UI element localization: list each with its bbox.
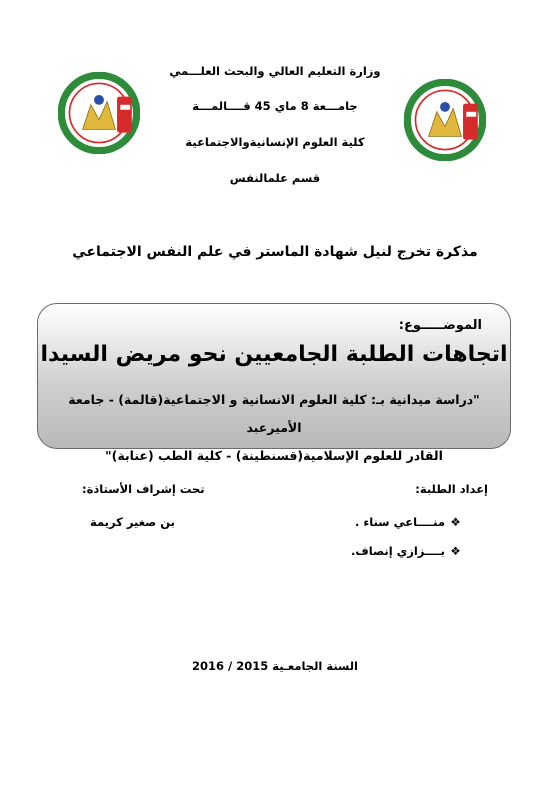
academic-year: السنة الجامعـية 2015 / 2016 <box>192 659 358 673</box>
faculty-name: كلية العلوم الإنسانيةوالاجتماعية <box>185 135 365 149</box>
student-item <box>351 544 462 558</box>
subtitle-line-1: "دراسة ميدانية بـ: كلية العلوم الانسانية و الاجتماعية(قالمة) - جامعة الأميرعبد <box>68 392 480 435</box>
university-emblem-icon <box>58 72 140 154</box>
university-emblem-icon <box>404 79 486 161</box>
diamond-bullet-icon: ❖ <box>450 544 461 558</box>
diamond-bullet-icon: ❖ <box>450 515 461 529</box>
supervisor-name: بن صغير كريمة <box>90 515 175 529</box>
thesis-subtitle <box>56 386 492 470</box>
supervised-by-label: تحت إشراف الأستاذة: <box>82 482 205 496</box>
prepared-by-label: إعداد الطلبة: <box>415 482 488 496</box>
thesis-type: مذكرة تخرج لنيل شهادة الماستر في علم النفس الاجتماعي <box>72 244 478 260</box>
student-name: بــــزازي إنصاف. <box>351 544 445 558</box>
ministry-name: وزارة التعليم العالي والبحث العلـــمي <box>169 64 381 78</box>
topic-box <box>37 303 511 463</box>
student-item <box>355 515 462 529</box>
department-name: قسم علمالنفس <box>229 171 321 185</box>
university-logo-right <box>404 79 486 165</box>
subtitle-line-2: القادر للعلوم الإسلامية(قسنطينة) - كلية الطب (عنابة)" <box>105 448 443 463</box>
university-name: جامـــعة 8 ماي 45 قــــالمـــة <box>192 99 358 113</box>
thesis-title: اتجاهات الطلبة الجامعيين نحو مريض السيدا <box>40 342 508 367</box>
student-name: منــــاعي سناء . <box>355 515 445 529</box>
topic-label: الموضـــــوع: <box>398 318 482 333</box>
university-logo-left <box>58 72 140 158</box>
